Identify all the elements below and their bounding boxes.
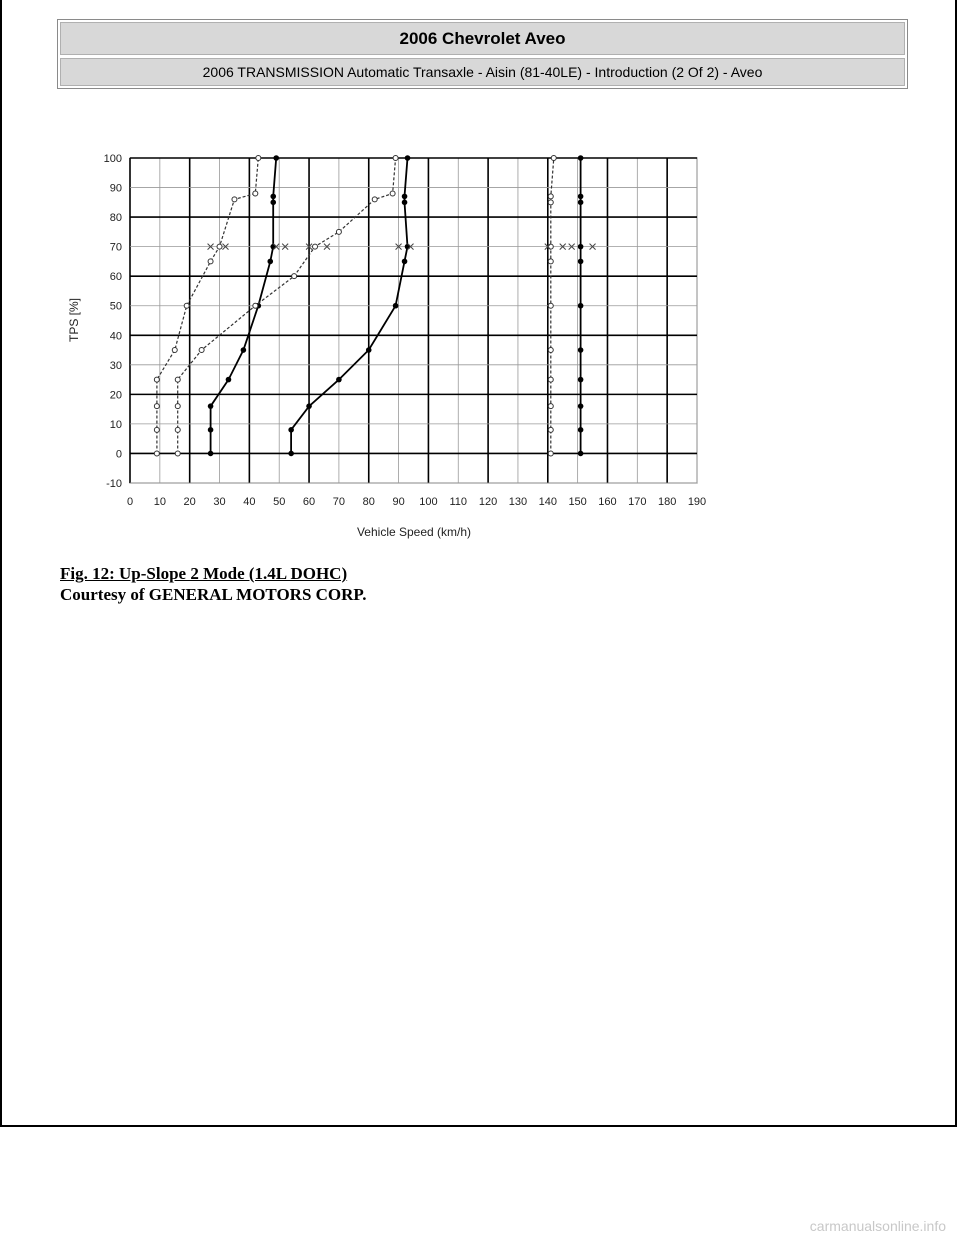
data-point (402, 194, 408, 200)
page-right-border (955, 0, 957, 1127)
data-point (548, 303, 553, 308)
y-axis-label: TPS [%] (67, 297, 81, 343)
data-point (253, 191, 258, 196)
x-tick-label: 50 (273, 496, 286, 508)
data-point (578, 244, 584, 250)
data-point (578, 200, 584, 206)
data-point (199, 348, 204, 353)
watermark: carmanualsonline.info (809, 1218, 946, 1234)
data-point (267, 259, 273, 265)
data-point (390, 191, 395, 196)
data-point (154, 404, 159, 409)
y-tick-label: 0 (115, 448, 122, 461)
x-tick-label: 90 (392, 496, 405, 508)
y-tick-label: 20 (109, 389, 122, 402)
data-point (273, 155, 279, 161)
page-bottom-border (0, 1125, 957, 1127)
data-point (548, 194, 553, 199)
data-point (208, 451, 214, 457)
x-tick-label: 150 (568, 496, 587, 508)
data-point (578, 427, 584, 433)
data-point (217, 244, 222, 249)
data-point (270, 244, 276, 250)
x-tick-label: 190 (687, 496, 707, 508)
data-point (405, 244, 411, 250)
data-point (548, 259, 553, 264)
data-point (226, 377, 232, 383)
data-point (154, 377, 159, 382)
data-point (578, 451, 584, 457)
data-point (154, 427, 159, 432)
data-point (578, 377, 584, 383)
data-point (253, 303, 258, 308)
x-tick-label: 60 (302, 496, 316, 508)
data-point (241, 347, 247, 353)
y-tick-label: 60 (109, 271, 122, 284)
x-tick-label: 180 (657, 496, 677, 508)
data-point (402, 200, 408, 206)
chart-svg (60, 140, 730, 550)
data-point (548, 377, 553, 382)
shift-pattern-chart (60, 140, 730, 550)
figure-courtesy: Courtesy of GENERAL MOTORS CORP. (60, 585, 367, 604)
x-tick-label: 0 (126, 496, 134, 508)
x-tick-label: 80 (362, 496, 375, 508)
data-point (578, 194, 584, 200)
data-point (578, 303, 584, 309)
data-point (172, 348, 177, 353)
y-tick-label: 50 (109, 300, 122, 313)
figure-title: Fig. 12: Up-Slope 2 Mode (1.4L DOHC) (60, 564, 348, 583)
data-point (336, 229, 341, 234)
x-tick-label: 20 (183, 496, 196, 508)
document-header (57, 19, 908, 89)
figure-caption (60, 563, 367, 605)
data-point (270, 194, 276, 200)
x-tick-labels (127, 496, 706, 508)
document-subtitle: 2006 TRANSMISSION Automatic Transaxle - Aisin (81-40LE) - Introduction (2 Of 2) - Aveo (60, 58, 905, 86)
data-point (405, 155, 411, 161)
x-tick-label: 130 (508, 496, 528, 508)
y-tick-label: 30 (109, 359, 122, 372)
y-tick-label: 90 (109, 182, 122, 195)
x-tick-label: 110 (449, 496, 468, 508)
y-tick-label: 40 (109, 330, 122, 343)
data-point (208, 403, 214, 409)
data-point (402, 259, 408, 265)
data-point (270, 200, 276, 206)
data-point (551, 156, 556, 161)
data-point (175, 404, 180, 409)
data-point (208, 259, 213, 264)
data-point (548, 451, 553, 456)
x-tick-label: 120 (478, 496, 498, 508)
x-tick-label: 100 (419, 496, 438, 508)
data-point (548, 348, 553, 353)
data-point (232, 197, 237, 202)
data-point (336, 377, 342, 383)
data-point (578, 403, 584, 409)
data-point (256, 156, 261, 161)
data-point (366, 347, 372, 353)
y-tick-label: 80 (109, 212, 122, 225)
data-point (313, 244, 318, 249)
data-point (578, 259, 584, 265)
data-point (548, 404, 553, 409)
data-point (306, 403, 312, 409)
y-tick-labels (104, 153, 122, 490)
data-point (372, 197, 377, 202)
data-point (578, 155, 584, 161)
data-point (175, 377, 180, 382)
y-tick-label: 10 (109, 418, 122, 431)
data-point (208, 427, 214, 433)
page-left-border (0, 0, 2, 1127)
y-tick-label: 100 (103, 153, 122, 165)
x-tick-label: 30 (213, 496, 226, 508)
data-point (175, 427, 180, 432)
x-tick-label: 140 (538, 496, 557, 508)
data-point (184, 303, 189, 308)
data-point (548, 427, 553, 432)
x-tick-label: 70 (332, 496, 346, 508)
x-tick-label: 170 (628, 496, 647, 508)
data-point (578, 347, 584, 353)
data-point (393, 156, 398, 161)
data-point (175, 451, 180, 456)
y-tick-label: 70 (109, 241, 122, 254)
data-point (393, 303, 399, 309)
x-axis-label: Vehicle Speed (km/h) (356, 525, 472, 539)
data-point (548, 200, 553, 205)
y-tick-label: -10 (106, 478, 122, 490)
data-point (154, 451, 159, 456)
data-point (288, 451, 294, 457)
x-tick-label: 160 (598, 496, 617, 508)
document-title: 2006 Chevrolet Aveo (60, 22, 905, 55)
data-point (292, 274, 297, 279)
x-tick-label: 10 (153, 496, 166, 508)
plot-area (130, 158, 697, 483)
x-tick-label: 40 (243, 496, 256, 508)
data-point (288, 427, 294, 433)
